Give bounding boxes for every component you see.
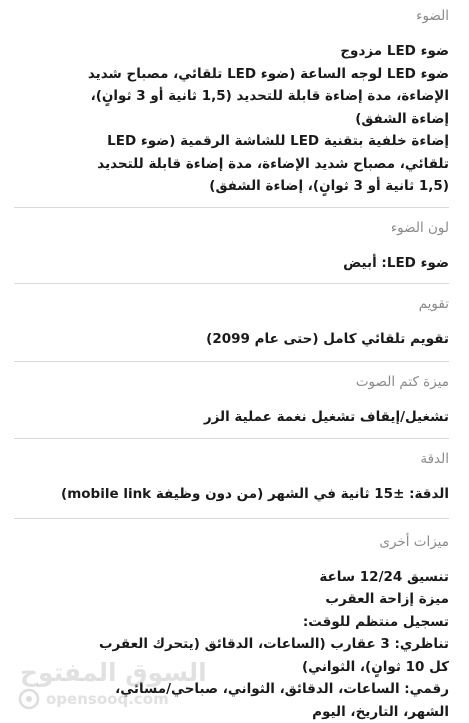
section-body: [14, 483, 449, 506]
spec-line: تلقائي، مصباح شديد الإضاءة، مدة إضاءة قابلة للتحديد: [14, 153, 449, 176]
section-title: لون الضوء: [14, 218, 449, 238]
spec-line: رقمي: الساعات، الدقائق، الثواني، صباحي/مسائي،: [14, 678, 449, 701]
section-title: ميزة كتم الصوت: [14, 372, 449, 392]
section-body: [14, 40, 449, 198]
spec-line: كل 10 ثوانٍ)، الثواني): [14, 656, 449, 679]
section-accuracy: [14, 439, 449, 519]
spec-line: تقويم تلقائي كامل (حتى عام 2099): [14, 328, 449, 351]
section-title: الدقة: [14, 449, 449, 469]
section-body: [14, 566, 449, 723]
spec-line: إضاءة الشفق): [14, 108, 449, 131]
spec-line: ضوء LED: أبيض: [14, 252, 449, 275]
section-mute: [14, 362, 449, 440]
section-other-features: [14, 519, 449, 723]
spec-line: (1,5 ثانية أو 3 ثوانٍ)، إضاءة الشفق): [14, 175, 449, 198]
section-light-color: [14, 208, 449, 285]
spec-line: ميزة إزاحة العقرب: [14, 588, 449, 611]
spec-line: تنسيق 12/24 ساعة: [14, 566, 449, 589]
section-title: الضوء: [14, 6, 449, 26]
spec-line: الشهر، التاريخ، اليوم: [14, 701, 449, 723]
spec-line: إضاءة خلفية بتقنية LED للشاشة الرقمية (ضوء LED: [14, 130, 449, 153]
spec-line: تناظري: 3 عقارب (الساعات، الدقائق (يتحرك العقرب: [14, 633, 449, 656]
section-body: [14, 328, 449, 351]
spec-line: تسجيل منتظم للوقت:: [14, 611, 449, 634]
watermark-arabic-text: السوق المفتوح: [20, 658, 207, 687]
spec-line: الدقة: ±15 ثانية في الشهر (من دون وظيفة mobile link): [14, 483, 449, 506]
spec-line: الإضاءة، مدة إضاءة قابلة للتحديد (1,5 ثانية أو 3 ثوانٍ)،: [14, 85, 449, 108]
section-body: [14, 252, 449, 275]
watermark-latin-text: opensooq.com: [46, 690, 169, 708]
spec-line: تشغيل/إيقاف تشغيل نغمة عملية الزر: [14, 406, 449, 429]
section-body: [14, 406, 449, 429]
section-title: تقويم: [14, 294, 449, 314]
section-calendar: [14, 284, 449, 362]
spec-line: ضوء LED لوجه الساعة (ضوء LED تلقائي، مصباح شديد: [14, 63, 449, 86]
section-title: ميزات أخرى: [14, 532, 449, 552]
spec-line: ضوء LED مزدوج: [14, 40, 449, 63]
section-light: [14, 0, 449, 208]
